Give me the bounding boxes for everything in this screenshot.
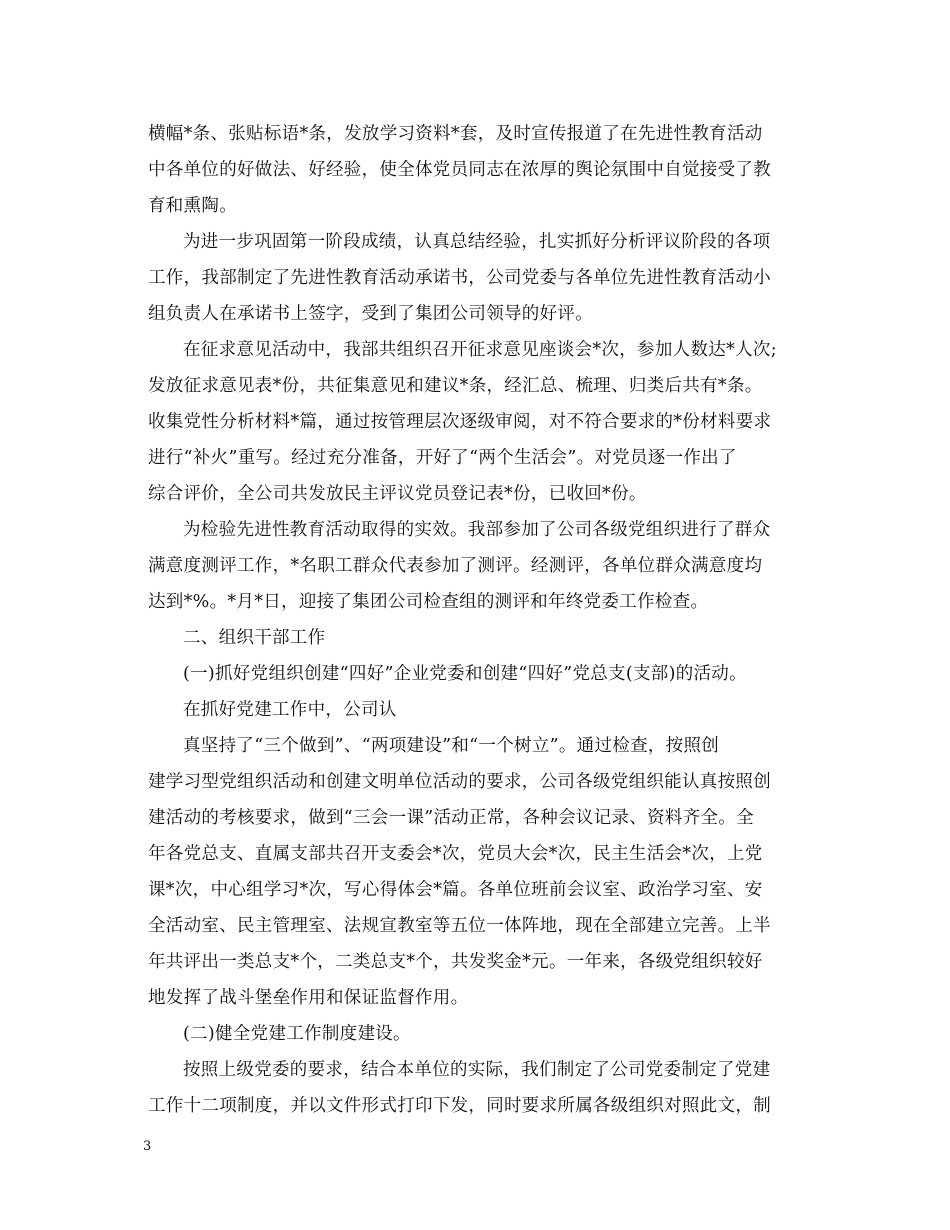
text-line: 横幅*条、张贴标语*条，发放学习资料*套，及时宣传报道了在先进性教育活动 [148,124,763,144]
text-line: 收集党性分析材料*篇，通过按管理层次逐级审阅，对不符合要求的*份材料要求 [148,412,772,432]
text-line: 全活动室、民主管理室、法规宣教室等五位一体阵地，现在全部建立完善。上半 [148,916,771,936]
text-line: 为检验先进性教育活动取得的实效。我部参加了公司各级党组织进行了群众 [183,520,771,540]
text-line: 年各党总支、直属支部共召开支委会*次，党员大会*次，民主生活会*次，上党 [148,844,763,864]
text-line: 年共评出一类总支*个，二类总支*个，共发奖金*元。一年来，各级党组织较好 [148,952,763,972]
text-line: 建学习型党组织活动和创建文明单位活动的要求，公司各级党组织能认真按照创 [148,772,771,792]
subsection-heading: (二)健全党建工作制度建设。 [183,1024,411,1044]
text-line: 满意度测评工作，*名职工群众代表参加了测评。经测评，各单位群众满意度均 [148,556,763,576]
text-line: 中各单位的好做法、好经验，使全体党员同志在浓厚的舆论氛围中自觉接受了教 [148,160,771,180]
subsection-heading: (一)抓好党组织创建“四好”企业党委和创建“四好”党总支(支部)的活动。 [183,664,747,684]
text-line: 组负责人在承诺书上签字，受到了集团公司领导的好评。 [148,304,593,324]
text-line: 建活动的考核要求，做到“三会一课”活动正常，各种会议记录、资料齐全。全 [148,808,754,828]
text-line: 为进一步巩固第一阶段成绩，认真总结经验，扎实抓好分析评议阶段的各项 [183,232,771,252]
text-line: 真坚持了“三个做到”、“两项建设”和“一个树立”。通过检查，按照创 [183,736,720,756]
text-line: 综合评价，全公司共发放民主评议党员登记表*份，已收回*份。 [148,484,647,504]
text-line: 工作，我部制定了先进性教育活动承诺书，公司党委与各单位先进性教育活动小 [148,268,771,288]
page-number: 3 [143,1139,152,1154]
section-heading: 二、组织干部工作 [183,628,326,648]
text-line: 进行“补火”重写。经过充分准备，开好了“两个生活会”。对党员逐一作出了 [148,448,737,468]
text-line: 在抓好党建工作中，公司认 [183,700,397,720]
text-line: 课*次，中心组学习*次，写心得体会*篇。各单位班前会议室、政治学习室、安 [148,880,763,900]
text-line: 育和熏陶。 [148,196,237,216]
text-line: 工作十二项制度，并以文件形式打印下发，同时要求所属各级组织对照此文，制 [148,1096,771,1116]
text-line: 按照上级党委的要求，结合本单位的实际，我们制定了公司党委制定了党建 [183,1060,771,1080]
text-line: 在征求意见活动中，我部共组织召开征求意见座谈会*次，参加人数达*人次; [183,340,777,360]
text-line: 达到*%。*月*日，迎接了集团公司检查组的测评和年终党委工作检查。 [148,592,709,612]
text-line: 地发挥了战斗堡垒作用和保证监督作用。 [148,988,469,1008]
text-line: 发放征求意见表*份，共征集意见和建议*条，经汇总、梳理、归类后共有*条。 [148,376,763,396]
